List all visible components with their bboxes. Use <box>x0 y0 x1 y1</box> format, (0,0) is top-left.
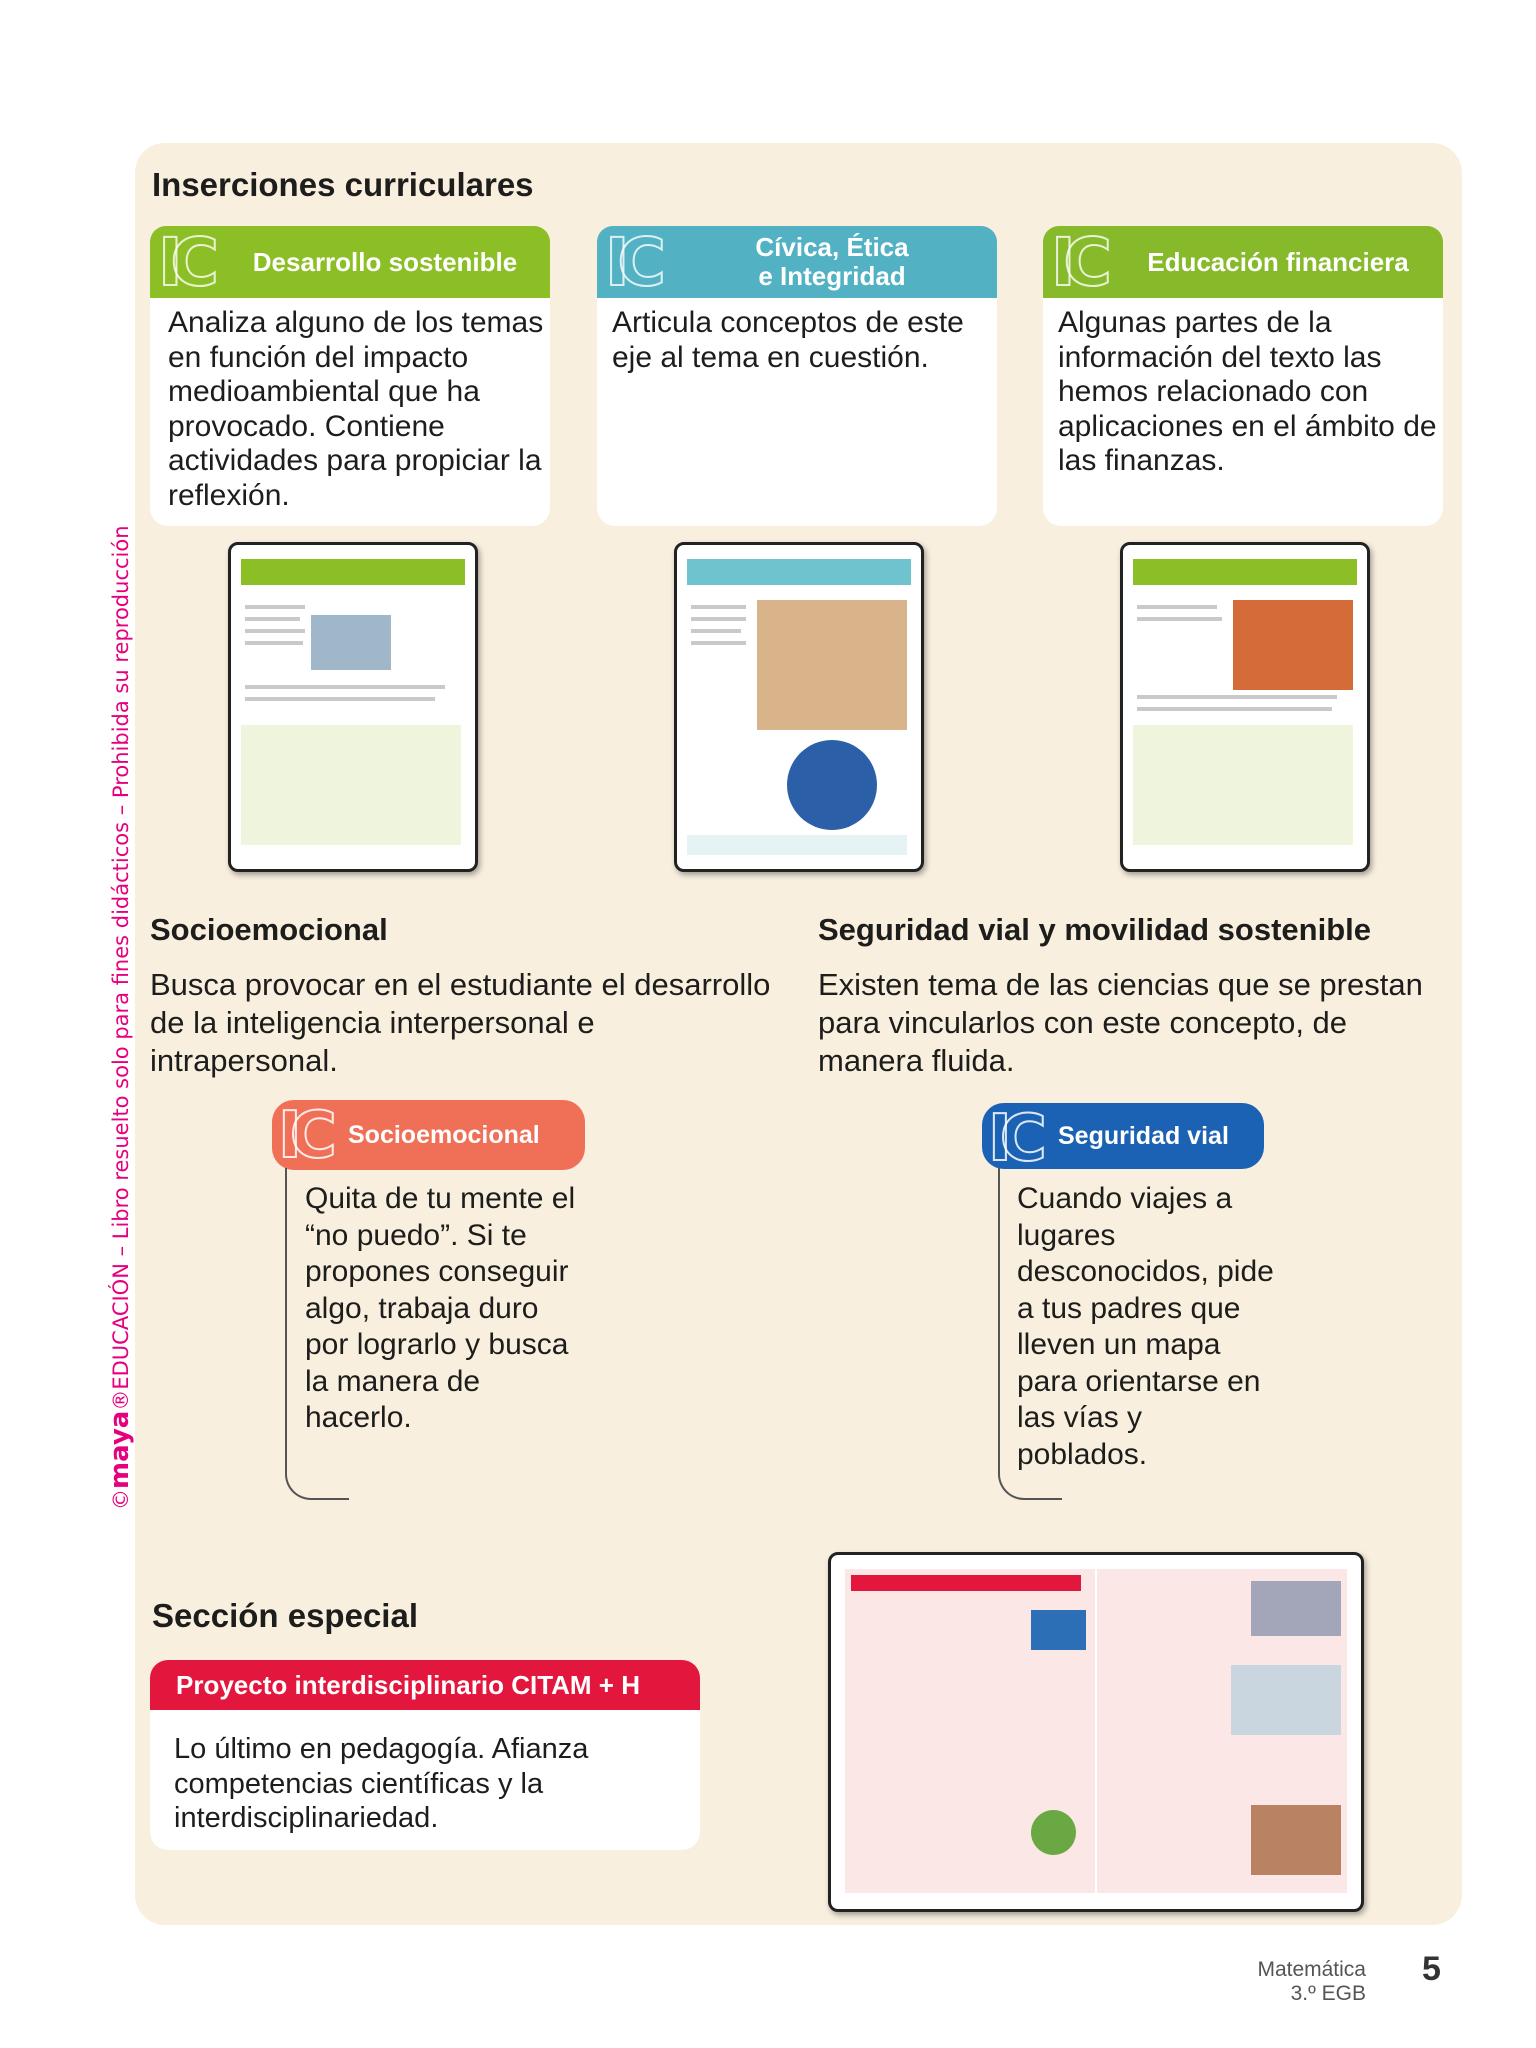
card-desarrollo-sostenible <box>150 226 550 526</box>
subject-name: Matemática <box>1257 1958 1366 1981</box>
section-title-inserciones: Inserciones curriculares <box>152 166 534 203</box>
seguridad-vial-quote: Cuando viajes a lugares desconocidos, pide a tus padres que lleven un mapa para orientarse en las vías y poblados. <box>1017 1182 1274 1471</box>
card-body: Articula conceptos de este eje al tema en cuestión. <box>612 306 964 374</box>
page-thumbnail-financiera <box>1120 542 1370 872</box>
page-thumbnail-civica <box>674 542 924 872</box>
section-title-socioemocional: Socioemocional <box>150 912 388 947</box>
ic-logo-icon: IC <box>158 224 207 301</box>
socioemocional-pill <box>272 1099 585 1173</box>
side-credit: ©maya®EDUCACIÓN – Libro resuelto solo para fines didácticos – Prohibida su reproducción <box>105 525 135 1510</box>
project-spread-thumbnail <box>828 1552 1364 1912</box>
ic-logo-icon: IC <box>605 224 654 301</box>
page-thumbnail-desarrollo <box>228 542 478 872</box>
seguridad-vial-description: Existen tema de las ciencias que se prestan para vincularlos con este concepto, de manera fluida. <box>818 967 1423 1078</box>
special-tab: Proyecto interdisciplinario CITAM + H <box>150 1660 700 1710</box>
card-body: Algunas partes de la información del texto las hemos relacionado con aplicaciones en el ámbito de las finanzas. <box>1058 306 1437 477</box>
card-tab <box>1043 224 1443 301</box>
card-tab-label: Educación financiera <box>1147 246 1409 277</box>
page-number: 5 <box>1422 1950 1441 1988</box>
seguridad-vial-pill <box>982 1102 1264 1176</box>
card-tab-label: Desarrollo sostenible <box>252 246 518 277</box>
pill-label: Seguridad vial <box>1058 1121 1229 1150</box>
grade-label: 3.º EGB <box>1290 1982 1366 2005</box>
section-title-especial: Sección especial <box>152 1597 418 1634</box>
socioemocional-description: Busca provocar en el estudiante el desarrollo de la inteligencia interpersonal e intrapersonal. <box>150 967 771 1078</box>
card-tab <box>597 224 997 301</box>
ic-logo-icon: IC <box>278 1099 325 1173</box>
special-body-text: Lo último en pedagogía. Afianza competencias científicas y la interdisciplinariedad. <box>174 1733 589 1834</box>
footer-subject <box>1257 1958 1366 2006</box>
card-body: Analiza alguno de los temas en función del impacto medioambiental que ha provocado. Contiene actividades para propiciar la reflexión. <box>168 306 544 512</box>
pill-label: Socioemocional <box>348 1120 540 1149</box>
card-tab-label: Cívica, Ética e Integridad <box>755 232 909 291</box>
section-title-seguridad-vial: Seguridad vial y movilidad sostenible <box>818 912 1371 947</box>
ic-logo-icon: IC <box>988 1102 1035 1176</box>
card-civica-etica <box>597 226 997 526</box>
ic-logo-icon: IC <box>1051 224 1100 301</box>
card-educacion-financiera <box>1043 226 1443 526</box>
socioemocional-quote: Quita de tu mente el “no puedo”. Si te propones conseguir algo, trabaja duro por lograrlo y busca la manera de hacerlo. <box>305 1182 576 1434</box>
card-tab <box>150 224 550 301</box>
special-card <box>150 1710 700 1850</box>
